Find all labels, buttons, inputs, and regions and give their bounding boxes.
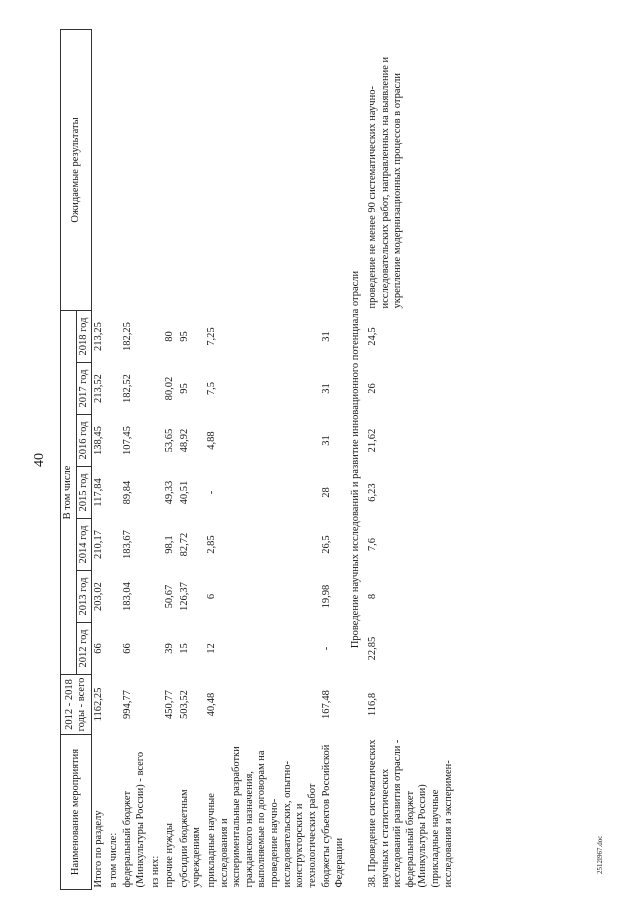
header-year: 2018 год xyxy=(76,310,92,362)
table-row xyxy=(149,29,164,889)
row-value xyxy=(107,415,122,467)
row-result xyxy=(149,29,164,310)
row-value: 80 xyxy=(164,331,176,342)
row-value xyxy=(149,623,164,675)
table-row xyxy=(92,29,107,889)
row-total xyxy=(107,675,122,735)
row-value: 183,04 xyxy=(122,582,134,611)
row-value: 4,88 xyxy=(205,431,217,450)
row-result xyxy=(163,29,178,310)
row-result xyxy=(92,29,107,310)
header-year: 2016 год xyxy=(76,415,92,467)
row-name: прочие нужды xyxy=(164,823,176,888)
budget-table xyxy=(60,29,456,890)
row-value: 7,6 xyxy=(367,537,379,552)
row-value xyxy=(107,363,122,415)
header-year: 2014 год xyxy=(76,519,92,571)
page-number: 40 xyxy=(32,453,47,467)
footer-code: 2512l967.doc xyxy=(596,835,604,874)
row-value: 117,84 xyxy=(93,478,105,507)
row-total: 994,77 xyxy=(122,690,134,719)
row-name: в том числе: xyxy=(107,832,119,888)
row-value: 66 xyxy=(122,643,134,654)
row-value: 53,65 xyxy=(164,428,176,453)
row-value: 31 xyxy=(321,331,333,342)
row-value: 2,85 xyxy=(205,535,217,554)
row-value: 82,72 xyxy=(178,532,190,557)
row-result: проведение не менее 90 систематических научно-исследовательских работ, направленных на выявление и укрепление модернизационных процессов в отрасли xyxy=(367,56,404,309)
row-value xyxy=(149,519,164,571)
row-value xyxy=(149,467,164,519)
row-value: 95 xyxy=(178,383,190,394)
header-year: 2017 год xyxy=(76,363,92,415)
row-value: 48,92 xyxy=(178,428,190,453)
header-total: 2012 - 2018 годы - всего xyxy=(61,675,92,735)
row-value: 49,33 xyxy=(164,480,176,505)
row-value: 6 xyxy=(205,593,217,600)
row-value: 183,67 xyxy=(122,530,134,559)
row-total: 450,77 xyxy=(164,690,176,719)
row-value: 26,5 xyxy=(321,535,333,554)
table-row xyxy=(205,29,320,889)
row-result xyxy=(320,29,347,310)
row-value: 19,98 xyxy=(321,584,333,609)
row-value xyxy=(107,623,122,675)
row-value: 31 xyxy=(321,435,333,446)
row-value xyxy=(149,571,164,623)
header-name: Наименование мероприятия xyxy=(61,735,92,890)
row-value xyxy=(107,571,122,623)
row-value: 7,25 xyxy=(205,327,217,346)
row-value: - xyxy=(205,490,217,495)
table-row xyxy=(121,29,148,889)
row-name: прикладные научные исследования и экспериментальные разработки гражданского назначения, выполняемые по договорам на проведение научно-исследовательских, опытно-конструкторских и технологических работ xyxy=(205,746,318,888)
row-value: 6,23 xyxy=(367,483,379,502)
row-value: 66 xyxy=(93,643,105,654)
row-value: 182,25 xyxy=(122,322,134,351)
table-row xyxy=(366,29,456,889)
row-result xyxy=(178,29,205,310)
row-name: субсидии бюджетным учреждениям xyxy=(178,789,203,888)
row-value xyxy=(107,519,122,571)
header-year: 2013 год xyxy=(76,571,92,623)
rotated-table-area xyxy=(60,30,600,890)
row-value: 15 xyxy=(178,643,190,654)
row-value: 7,5 xyxy=(205,381,217,396)
row-name: 38. Проведение систематических научных и статистических исследований развития отрасли - федеральный бюджет (Минкультуры России) (прикладные научные исследования и эксперимен- xyxy=(367,739,454,888)
row-value: 89,84 xyxy=(122,480,134,505)
row-total: 40,48 xyxy=(205,692,217,717)
table-row xyxy=(320,29,347,889)
section-heading-row xyxy=(347,29,366,889)
row-value: 12 xyxy=(205,643,217,654)
row-value: 80,02 xyxy=(164,376,176,401)
row-value: 28 xyxy=(321,487,333,498)
row-value: 126,37 xyxy=(178,582,190,611)
row-value: 40,51 xyxy=(178,480,190,505)
header-year: 2015 год xyxy=(76,467,92,519)
row-name: федеральный бюджет (Минкультуры России) - всего xyxy=(122,751,146,888)
row-value: 50,67 xyxy=(164,584,176,609)
row-value xyxy=(149,415,164,467)
row-total: 167,48 xyxy=(321,690,333,719)
row-value: 8 xyxy=(367,593,379,600)
row-value: 213,25 xyxy=(93,322,105,351)
row-name: из них: xyxy=(149,855,161,888)
row-total xyxy=(149,675,164,735)
table-row xyxy=(163,29,178,889)
row-value: 213,52 xyxy=(93,374,105,403)
row-result xyxy=(107,29,122,310)
row-value: 22,85 xyxy=(367,636,379,661)
row-result xyxy=(205,29,320,310)
table-row xyxy=(178,29,205,889)
row-value: 26 xyxy=(367,383,379,394)
row-total: 503,52 xyxy=(178,690,190,719)
row-value: 210,17 xyxy=(93,530,105,559)
row-name: Итого по разделу xyxy=(93,810,105,888)
table-row xyxy=(107,29,122,889)
row-name: бюджеты субъектов Российской Федерации xyxy=(321,744,345,888)
row-value: 39 xyxy=(164,643,176,654)
row-value: 138,45 xyxy=(93,426,105,455)
header-results: Ожидаемые результаты xyxy=(61,29,92,310)
row-value xyxy=(149,363,164,415)
row-value: 24,5 xyxy=(367,327,379,346)
row-value: 21,62 xyxy=(367,428,379,453)
row-value xyxy=(107,310,122,362)
row-value: - xyxy=(321,646,333,651)
row-value: 107,45 xyxy=(122,426,134,455)
row-total: 1162,25 xyxy=(93,687,105,722)
row-result xyxy=(121,29,148,310)
row-total: 116,8 xyxy=(367,692,379,717)
row-value: 95 xyxy=(178,331,190,342)
row-value: 31 xyxy=(321,383,333,394)
header-in-that-number: В том числе xyxy=(61,310,77,674)
row-value xyxy=(149,310,164,362)
section-title: Проведение научных исследований и развитие инновационного потенциала отрасли xyxy=(350,270,362,649)
row-value xyxy=(107,467,122,519)
row-value: 203,02 xyxy=(93,582,105,611)
row-value: 182,52 xyxy=(122,374,134,403)
row-value: 98,1 xyxy=(164,535,176,554)
header-year: 2012 год xyxy=(76,623,92,675)
